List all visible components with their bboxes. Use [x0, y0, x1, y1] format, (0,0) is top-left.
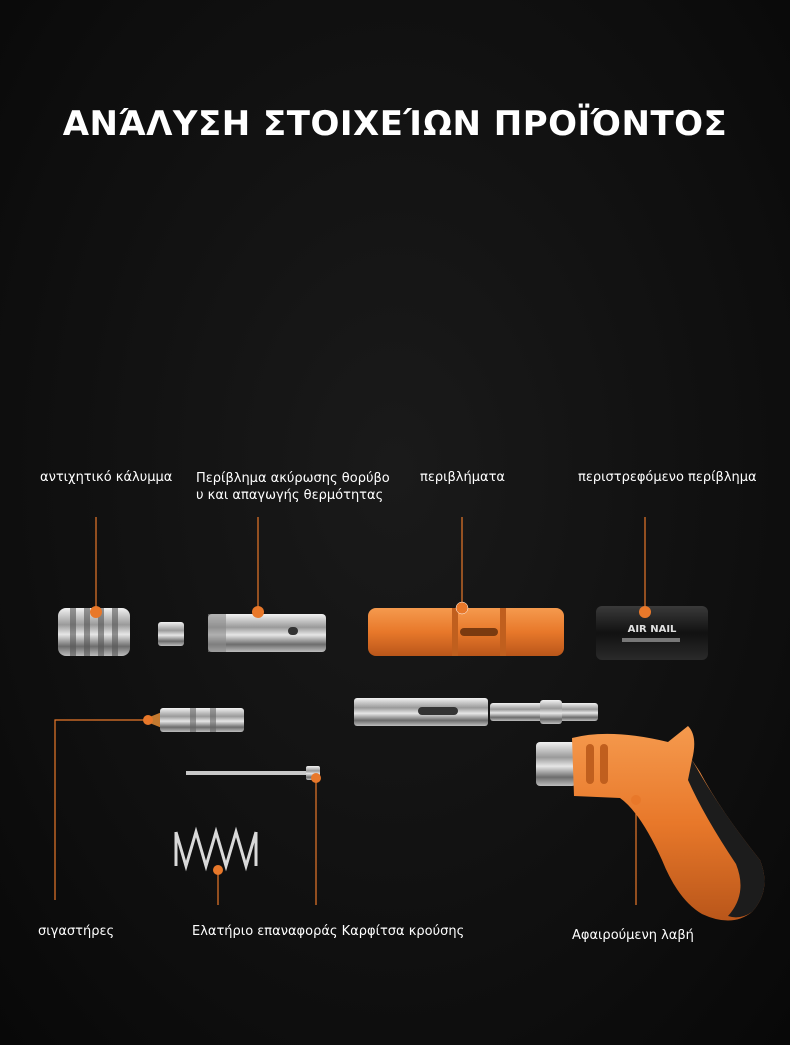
dot-noise-shell	[252, 606, 264, 618]
label-casings: περιβλήματα	[420, 470, 505, 485]
removable-handle-part	[536, 726, 765, 921]
dot-silencers	[143, 715, 153, 725]
label-anti-slip-cover: αντιχητικό κάλυμμα	[40, 470, 173, 485]
silencer-part	[142, 708, 244, 732]
label-spring-pin: Ελατήριο επαναφοράς Καρφίτσα κρούσης	[192, 924, 465, 939]
dot-handle	[631, 795, 641, 805]
firing-pin-part	[186, 766, 320, 780]
label-noise-shell-line1: Περίβλημα ακύρωσης θορύβο	[196, 471, 390, 486]
page-title: ΑΝΆΛΥΣΗ ΣΤΟΙΧΕΊΩΝ ΠΡΟΪΌΝΤΟΣ	[62, 104, 728, 144]
rotating-casing-part	[596, 606, 708, 660]
inner-tube-part	[354, 698, 598, 726]
leader-silencers	[55, 720, 148, 900]
label-rotating-casing: περιστρεφόμενο περίβλημα	[578, 470, 757, 485]
dot-anti-slip-cover	[90, 606, 102, 618]
brand-text: AIR NAIL	[627, 624, 677, 635]
orange-casing-part	[368, 608, 564, 656]
bushing-part	[158, 622, 184, 646]
label-removable-handle: Αφαιρούμενη λαβή	[572, 928, 694, 943]
dot-rotating-casing	[639, 606, 651, 618]
noise-shell-part	[208, 614, 326, 652]
dot-spring	[213, 865, 223, 875]
label-noise-shell-line2: υ και απαγωγής θερμότητας	[196, 488, 384, 503]
dot-casings	[456, 602, 468, 614]
label-silencers: σιγαστήρες	[38, 924, 115, 939]
dot-pin	[311, 773, 321, 783]
return-spring-part	[176, 832, 256, 866]
